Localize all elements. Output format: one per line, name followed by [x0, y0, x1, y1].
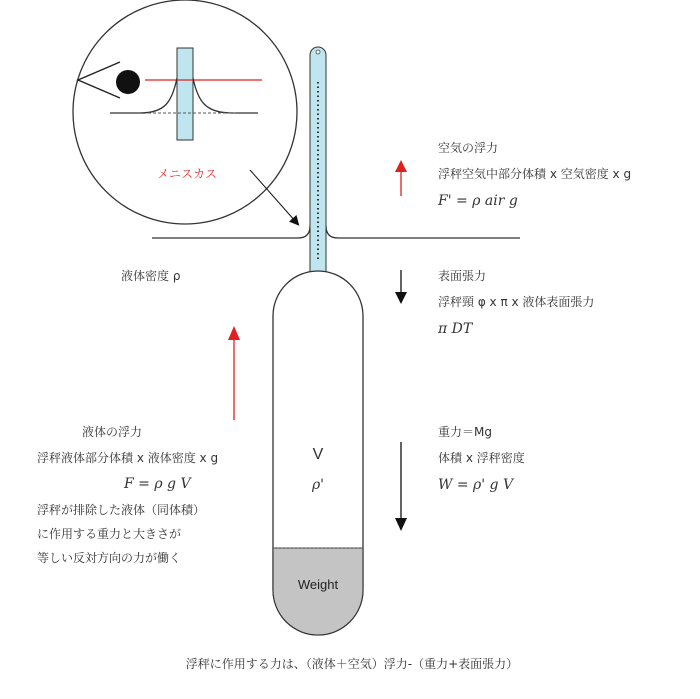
liquid-buoyancy-formula: F = ρ g V [124, 476, 191, 492]
liquid-buoyancy-note1: 浮秤が排除した液体（同体積） [37, 503, 206, 517]
air-buoyancy-arrow [395, 160, 407, 196]
liquid-buoyancy-title: 液体の浮力 [82, 425, 143, 439]
surface-tension-line1: 浮秤頸 φ x π x 液体表面張力 [438, 295, 595, 309]
liquid-density-label: 液体密度 ρ [121, 269, 181, 283]
gravity-arrow [395, 442, 407, 531]
liquid-buoyancy-line1: 浮秤液体部分体積 x 液体密度 x g [37, 451, 219, 465]
gravity-formula: W = ρ' g V [438, 477, 514, 493]
air-buoyancy-line1: 浮秤空気中部分体積 x 空気密度 x g [438, 167, 632, 181]
body-volume: V [312, 446, 324, 463]
liquid-surface [152, 226, 520, 238]
surface-tension-title: 表面張力 [438, 269, 487, 283]
liquid-buoyancy-note3: 等しい反対方向の力が働く [37, 551, 182, 565]
air-buoyancy-formula: F' = ρ air g [438, 193, 518, 209]
meniscus-label: メニスカス [157, 167, 218, 181]
liquid-buoyancy-arrow [228, 326, 240, 420]
summary-text: 浮秤に作用する力は、（液体＋空気）浮力-（重力+表面張力） [185, 657, 519, 671]
gravity-line1: 体積 x 浮秤密度 [438, 451, 525, 465]
air-buoyancy-title: 空気の浮力 [438, 141, 499, 155]
body-density: ρ' [311, 477, 325, 493]
weight-label: Weight [297, 577, 339, 592]
surface-tension-arrow [395, 270, 407, 304]
gravity-title: 重力＝Mg [438, 425, 492, 439]
liquid-buoyancy-note2: に作用する重力と大きさが [37, 527, 182, 541]
surface-tension-formula: π DT [438, 321, 473, 337]
magnified-stem [177, 48, 193, 140]
